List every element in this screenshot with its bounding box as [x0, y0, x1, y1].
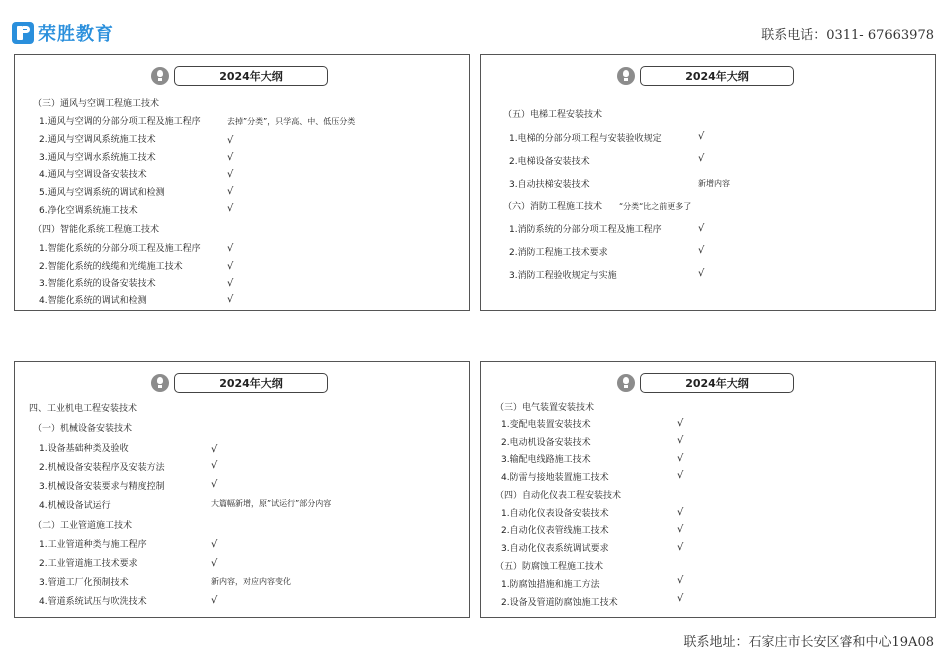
check-mark: √	[227, 243, 234, 254]
outline-item: 3.通风与空调水系统施工技术	[39, 153, 156, 163]
check-mark: √	[677, 470, 684, 481]
outline-item: 4.管道系统试压与吹洗技术	[39, 597, 147, 607]
section-heading: （四）自动化仪表工程安装技术	[495, 491, 622, 501]
outline-item: 1.通风与空调的分部分项工程及施工程序	[39, 117, 201, 127]
check-mark: √	[211, 539, 218, 550]
section-heading: （五）电梯工程安装技术	[503, 110, 603, 120]
check-mark: √	[211, 444, 218, 455]
outline-item: 3.自动扶梯安装技术	[509, 180, 590, 190]
brand-logo	[12, 19, 114, 47]
section-heading: （一）机械设备安装技术	[33, 424, 133, 434]
check-mark: √	[677, 575, 684, 586]
lightbulb-icon	[617, 374, 635, 392]
outline-item: 4.智能化系统的调试和检测	[39, 296, 147, 306]
check-mark: √	[698, 245, 705, 256]
outline-item: 2.电动机设备安装技术	[501, 438, 591, 448]
check-mark: √	[211, 595, 218, 606]
check-mark: √	[211, 479, 218, 490]
outline-item: 1.电梯的分部分项工程与安装验收规定	[509, 134, 662, 144]
outline-item: 3.管道工厂化预制技术	[39, 578, 129, 588]
contact-address: 联系地址：石家庄市长安区睿和中心19A08	[683, 635, 934, 650]
panel-header	[617, 372, 794, 394]
change-note: 新内容，对应内容变化	[211, 577, 291, 586]
check-mark: √	[677, 418, 684, 429]
change-note: 大篇幅新增，原”试运行”部分内容	[211, 499, 332, 508]
outline-item: 3.智能化系统的设备安装技术	[39, 279, 156, 289]
contact-phone: 联系电话：0311- 67663978	[761, 28, 934, 43]
section-heading: （三）通风与空调工程施工技术	[33, 99, 160, 109]
outline-panel-industrial	[14, 361, 470, 618]
check-mark: √	[227, 169, 234, 180]
section-heading: （五）防腐蚀工程施工技术	[495, 562, 604, 572]
outline-item: 6.净化空调系统施工技术	[39, 206, 138, 216]
panel-title: 2024年大纲	[174, 373, 328, 393]
change-note: 去掉”分类”，只学高、中、低压分类	[227, 117, 356, 126]
check-mark: √	[227, 152, 234, 163]
logo-icon	[12, 22, 34, 44]
outline-panel-hvac-smart	[14, 54, 470, 311]
outline-item: 4.机械设备试运行	[39, 501, 111, 511]
outline-item: 1.智能化系统的分部分项工程及施工程序	[39, 244, 201, 254]
check-mark: √	[698, 131, 705, 142]
panel-title: 2024年大纲	[640, 373, 794, 393]
logo-text: 荣胜教育	[38, 24, 114, 45]
panel-header	[151, 65, 328, 87]
outline-item: 2.通风与空调风系统施工技术	[39, 135, 156, 145]
outline-item: 1.防腐蚀措施和施工方法	[501, 580, 600, 590]
outline-item: 2.工业管道施工技术要求	[39, 559, 138, 569]
check-mark: √	[698, 153, 705, 164]
check-mark: √	[227, 135, 234, 146]
lightbulb-icon	[151, 67, 169, 85]
section-heading: （六）消防工程施工技术	[503, 202, 603, 212]
check-mark: √	[227, 294, 234, 305]
check-mark: √	[211, 558, 218, 569]
outline-item: 3.机械设备安装要求与精度控制	[39, 482, 165, 492]
outline-item: 3.输配电线路施工技术	[501, 455, 591, 465]
panel-header	[617, 65, 794, 87]
change-note: “分类“比之前更多了	[619, 202, 692, 211]
check-mark: √	[227, 186, 234, 197]
outline-item: 3.消防工程验收规定与实施	[509, 271, 617, 281]
check-mark: √	[677, 524, 684, 535]
check-mark: √	[677, 507, 684, 518]
outline-item: 2.自动化仪表管线施工技术	[501, 526, 609, 536]
lightbulb-icon	[151, 374, 169, 392]
check-mark: √	[698, 268, 705, 279]
outline-item: 1.变配电装置安装技术	[501, 420, 591, 430]
section-heading: （四）智能化系统工程施工技术	[33, 225, 160, 235]
check-mark: √	[677, 593, 684, 604]
check-mark: √	[698, 223, 705, 234]
change-note: 新增内容	[698, 179, 730, 188]
outline-panel-elevator-fire	[480, 54, 936, 311]
check-mark: √	[227, 278, 234, 289]
outline-item: 2.机械设备安装程序及安装方法	[39, 463, 165, 473]
section-heading: （三）电气装置安装技术	[495, 403, 595, 413]
check-mark: √	[227, 203, 234, 214]
panel-title: 2024年大纲	[640, 66, 794, 86]
outline-item: 2.消防工程施工技术要求	[509, 248, 608, 258]
check-mark: √	[227, 261, 234, 272]
outline-item: 1.自动化仪表设备安装技术	[501, 509, 609, 519]
panel-title: 2024年大纲	[174, 66, 328, 86]
outline-item: 2.智能化系统的线缆和光缆施工技术	[39, 262, 183, 272]
outline-item: 1.消防系统的分部分项工程及施工程序	[509, 225, 662, 235]
outline-item: 2.电梯设备安装技术	[509, 157, 590, 167]
outline-item: 2.设备及管道防腐蚀施工技术	[501, 598, 618, 608]
outline-item: 4.通风与空调设备安装技术	[39, 170, 147, 180]
outline-item: 1.设备基础种类及验收	[39, 444, 129, 454]
check-mark: √	[677, 435, 684, 446]
outline-item: 1.工业管道种类与施工程序	[39, 540, 147, 550]
check-mark: √	[211, 460, 218, 471]
panel-header	[151, 372, 328, 394]
outline-panel-electrical	[480, 361, 936, 618]
outline-item: 3.自动化仪表系统调试要求	[501, 544, 609, 554]
outline-item: 5.通风与空调系统的调试和检测	[39, 188, 165, 198]
lightbulb-icon	[617, 67, 635, 85]
section-heading: （二）工业管道施工技术	[33, 521, 133, 531]
check-mark: √	[677, 453, 684, 464]
section-heading: 四、工业机电工程安装技术	[29, 404, 138, 414]
check-mark: √	[677, 542, 684, 553]
outline-item: 4.防雷与接地装置施工技术	[501, 473, 609, 483]
